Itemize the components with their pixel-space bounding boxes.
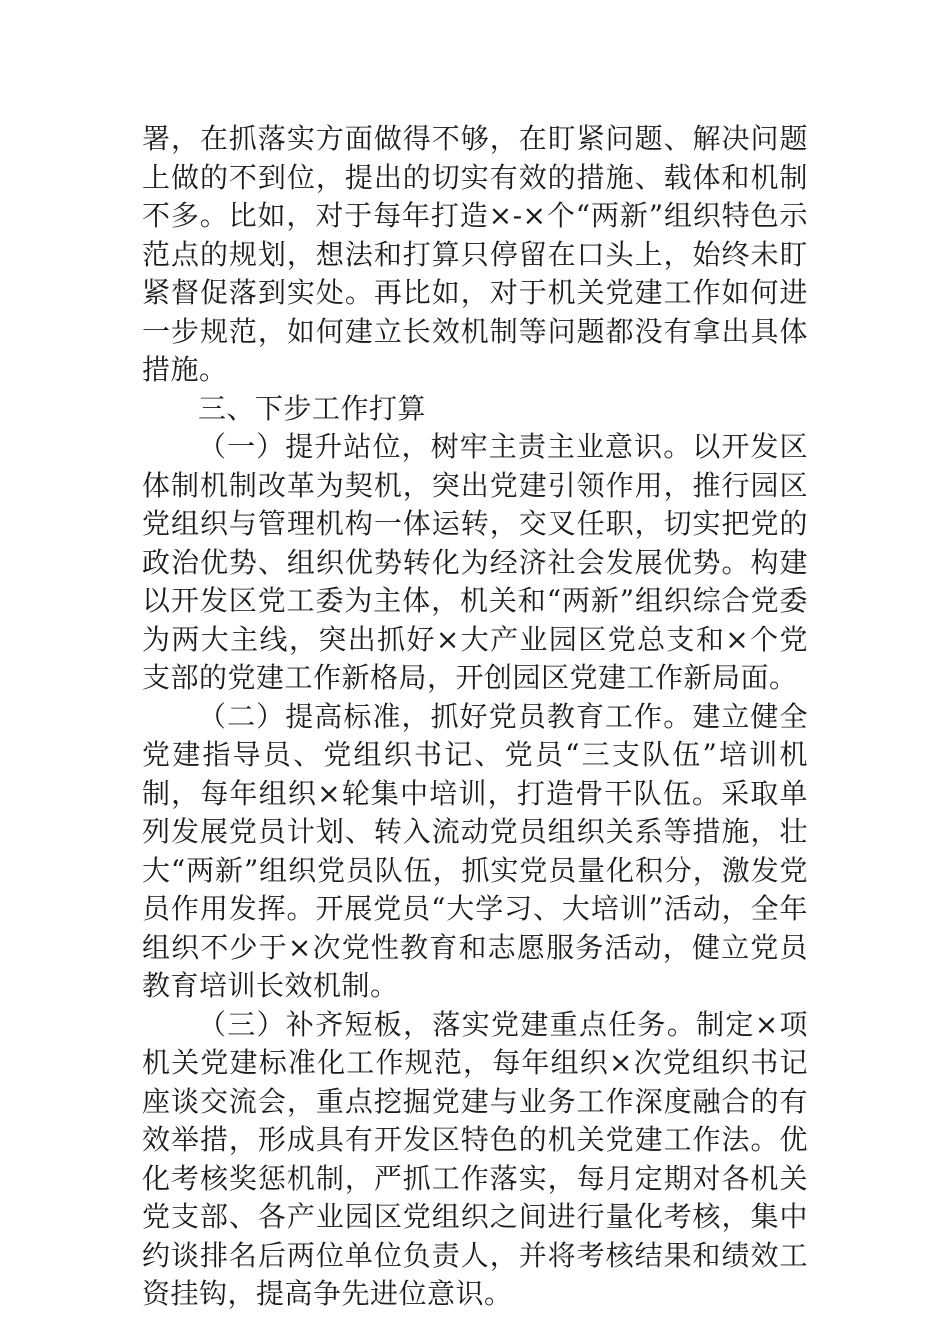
paragraph-continuation: 署，在抓落实方面做得不够，在盯紧问题、解决问题上做的不到位，提出的切实有效的措施、载体和机制不多。比如，对于每年打造×-×个“两新”组织特色示范点的规划，想法和打算只停留在口头上，始终未盯紧督促落到实处。再比如，对于机关党建工作如何进一步规范，如何建立长效机制等问题都没有拿出具体措施。 [142, 122, 808, 386]
paragraph-item-3: （三）补齐短板，落实党建重点任务。制定×项机关党建标准化工作规范，每年组织×次党组织书记座谈交流会，重点挖掘党建与业务工作深度融合的有效举措，形成具有开发区特色的机关党建工作法。优化考核奖惩机制，严抓工作落实，每月定期对各机关党支部、各产业园区党组织之间进行量化考核，集中约谈排名后两位单位负责人，并将考核结果和绩效工资挂钩，提高争先进位意识。 [142, 1007, 808, 1310]
paragraph-item-1: （一）提升站位，树牢主责主业意识。以开发区体制机制改革为契机，突出党建引领作用，推行园区党组织与管理机构一体运转，交叉任职，切实把党的政治优势、组织优势转化为经济社会发展优势。构建以开发区党工委为主体，机关和“两新”组织综合党委为两大主线，突出抓好×大产业园区党总支和×个党支部的党建工作新格局，开创园区党建工作新局面。 [142, 430, 808, 694]
paragraph-item-2: （二）提高标准，抓好党员教育工作。建立健全党建指导员、党组织书记、党员“三支队伍”培训机制，每年组织×轮集中培训，打造骨干队伍。采取单列发展党员计划、转入流动党员组织关系等措施，壮大“两新”组织党员队伍，抓实党员量化积分，激发党员作用发挥。开展党员“大学习、大培训”活动，全年组织不少于×次党性教育和志愿服务活动，健立党员教育培训长效机制。 [142, 699, 808, 1002]
document-page [142, 120, 808, 1314]
section-heading: 三、下步工作打算 [198, 391, 427, 425]
